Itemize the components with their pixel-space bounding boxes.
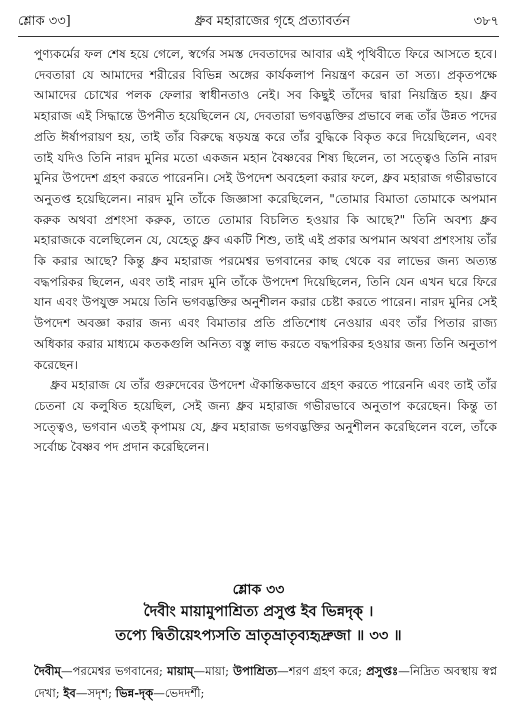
synonym-term: মায়াম্‌ <box>167 664 194 678</box>
chapter-title: ধ্রুব মহারাজের গৃহে প্রত্যাবর্তন <box>194 14 351 29</box>
synonym-term: ভিন্ন-দৃক্‌ <box>115 686 154 700</box>
header-rule <box>18 36 499 37</box>
page-number: ৩৮৭ <box>473 14 499 29</box>
synonym-term: উপাশ্রিত্য <box>233 664 278 678</box>
verse-reference: শ্লোক ৩৩] <box>18 14 71 29</box>
synonym-term: দৈবীম্‌ <box>34 664 61 678</box>
synonyms <box>34 660 497 704</box>
synonym-term: প্রসুপ্তঃ <box>366 664 399 678</box>
synonym-meaning: —শরণ গ্রহণ করে; <box>277 664 367 678</box>
paragraph: পুণ্যকর্মের ফল শেষ হয়ে গেলে, স্বর্গের সমস্ত দেবতাদের আবার এই পৃথিবীতে ফিরে আসতে হবে। দেবতারা যে আমাদের শরীরের বিভিন্ন অঙ্গের কার্যকলাপ নিয়ন্ত্রণ করেন তা সত্য। প্রকৃতপক্ষে আমাদের চোখের পলক ফেলার স্বাধীনতাও নেই। সব কিছুই তাঁদের দ্বারা নিয়ন্ত্রিত হয়। ধ্রুব মহারাজ এই সিদ্ধান্তে উপনীত হয়েছিলেন যে, দেবতারা ভগবদ্ভক্তির প্রভাবে লব্ধ তাঁর উন্নত পদের প্রতি ঈর্ষাপরায়ণ হয়, তাই তাঁর বিরুদ্ধে ষড়যন্ত্র করে তাঁর বুদ্ধিকে বিকৃত করে দিয়েছিলেন, এবং তাই যদিও তিনি নারদ মুনির মতো একজন মহান বৈষ্ণবের শিষ্য ছিলেন, তা সত্ত্বেও তিনি নারদ মুনির উপদেশ গ্রহণ করতে পারেননি। সেই উপদেশ অবহেলা করার ফলে, ধ্রুব মহারাজ গভীরভাবে অনুতপ্ত হয়েছিলেন। নারদ মুনি তাঁকে জিজ্ঞাসা করেছিলেন, "তোমার বিমাতা তোমাকে অপমান করুক অথবা প্রশংসা করুক, তাতে তোমার বিচলিত হওয়ার কি আছে?" তিনি অবশ্য ধ্রুব মহারাজকে বলেছিলেন যে, যেহেতু ধ্রুব একটি শিশু, তাই এই প্রকার অপমান অথবা প্রশংসায় তাঁর কি করার আছে? কিন্তু ধ্রুব মহারাজ পরমেশ্বর ভগবানের কাছ থেকে বর লাভের জন্য অত্যন্ত বদ্ধপরিকর ছিলেন, এবং তাই নারদ মুনি তাঁকে উপদেশ দিয়েছিলেন, তিনি যেন এখন ঘরে ফিরে যান এবং উপযুক্ত সময়ে তিনি ভগবদ্ভক্তির অনুশীলন করার চেষ্টা করতে পারেন। নারদ মুনির সেই উপদেশ অবজ্ঞা করার জন্য এবং বিমাতার প্রতি প্রতিশোধ নেওয়ার এবং তাঁর পিতার রাজ্য অধিকার করার মাধ্যমে কতকগুলি অনিত্য বস্তু লাভ করতে বদ্ধপরিকর হওয়ার জন্য তিনি অনুতাপ করেছেন। <box>34 47 497 372</box>
synonym-meaning: —সদৃশ; <box>75 686 116 700</box>
synonym-meaning: —মায়া; <box>193 664 234 678</box>
paragraph: ধ্রুব মহারাজ যে তাঁর গুরুদেবের উপদেশ ঐকান্তিকভাবে গ্রহণ করতে পারেননি এবং তাই তাঁর চেতনা যে কলুষিত হয়েছিল, সেই জন্য ধ্রুব মহারাজ গভীরভাবে অনুতাপ করেছেন। কিন্তু তা সত্ত্বেও, ভগবান এতই কৃপাময় যে, ধ্রুব মহারাজ ভগবদ্ভক্তির অনুশীলন করেছিলেন বলে, তাঁকে সর্বোচ্চ বৈষ্ণব পদ প্রদান করেছিলেন। <box>34 378 497 455</box>
verse-line: দৈবীং মায়ামুপাশ্রিত্য প্রসুপ্ত ইব ভিন্নদৃক্‌ । <box>143 603 374 620</box>
synonym-term: ইব <box>63 686 76 700</box>
verse-heading: শ্লোক ৩৩ <box>232 582 285 598</box>
purport-text <box>34 44 497 458</box>
verse-text <box>0 600 517 648</box>
synonym-meaning: —ভেদদর্শী; <box>153 686 205 700</box>
synonym-meaning: —পরমেশ্বর ভগবানের; <box>61 664 168 678</box>
verse-line: তপ্যে দ্বিতীয়েঽপ্যসতি ভ্রাতৃভ্রাতৃব্যহৃদ্রুজা ॥ ৩৩ ॥ <box>115 627 402 644</box>
synonym-meaning: —নিদ্রিত অবস্থায় স্বপ্ন দেখা; <box>34 664 497 700</box>
running-header <box>18 12 499 34</box>
